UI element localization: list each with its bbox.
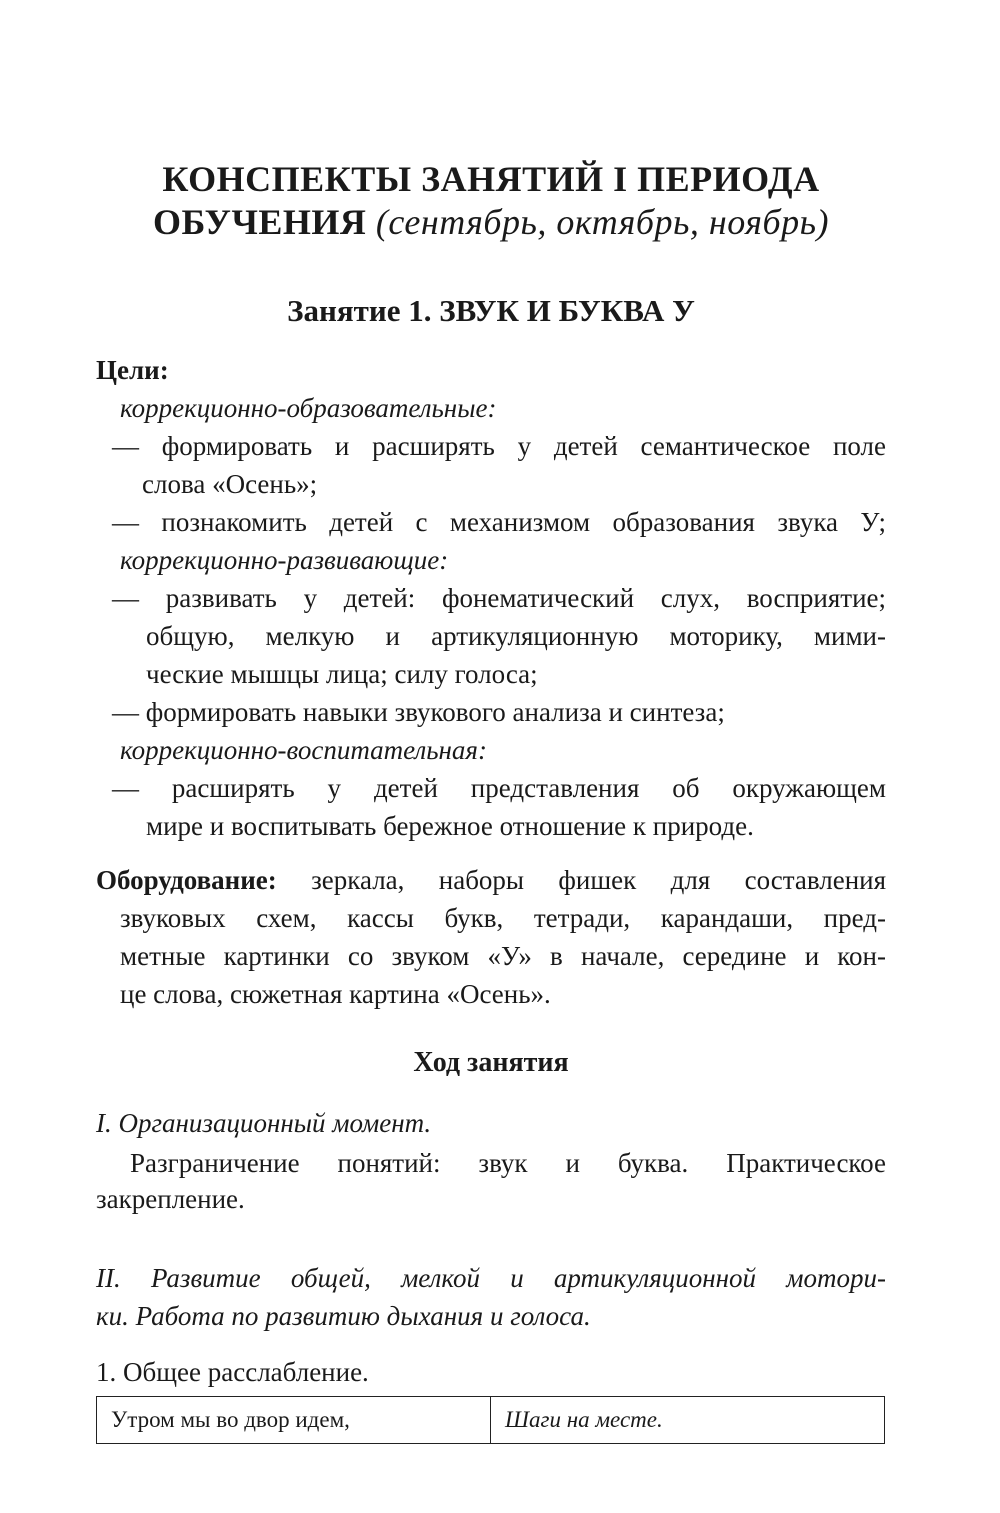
goal-item-continuation: общую, мелкую и артикуляционную моторику, мими- [146, 621, 886, 651]
chapter-title-bold: ОБУЧЕНИЯ [152, 202, 367, 242]
section-2-title-continuation: ки. Работа по развитию дыхания и голоса. [96, 1301, 591, 1331]
rhyme-table [96, 1396, 885, 1444]
exercise-item-1: 1. Общее расслабление. [96, 1357, 369, 1387]
goal-item-continuation: мире и воспитывать бережное отношение к природе. [146, 811, 754, 841]
rhyme-text-cell: Утром мы во двор идем, [97, 1397, 491, 1444]
table-row [97, 1397, 885, 1444]
goals-category-educational: коррекционно-образовательные: [120, 393, 497, 423]
goal-item: — познакомить детей с механизмом образования звука У; [112, 507, 886, 537]
goal-item-continuation: ческие мышцы лица; силу голоса; [146, 659, 538, 689]
equipment-line-3: метные картинки со звуком «У» в начале, середине и кон- [120, 941, 886, 971]
section-1-title: I. Организационный момент. [96, 1108, 432, 1138]
goals-category-upbringing: коррекционно-воспитательная: [120, 735, 487, 765]
section-1-text-continuation: закрепление. [96, 1184, 245, 1214]
equipment-line-2: звуковых схем, кассы букв, тетради, карандаши, пред- [120, 903, 886, 933]
goal-item-continuation: слова «Осень»; [142, 469, 318, 499]
chapter-title-months: (сентябрь, октябрь, ноябрь) [375, 202, 829, 242]
goals-label: Цели: [96, 355, 169, 385]
goals-category-developmental: коррекционно-развивающие: [120, 545, 449, 575]
goal-item: — формировать и расширять у детей семантическое поле [112, 431, 886, 461]
equipment-label: Оборудование: [96, 865, 277, 895]
section-1-text: Разграничение понятий: звук и буква. Практическое [130, 1148, 886, 1178]
lesson-title: Занятие 1. ЗВУК И БУКВА У [287, 293, 695, 328]
chapter-title-line-2 [96, 200, 886, 244]
progress-heading: Ход занятия [413, 1047, 569, 1078]
equipment-line-4: це слова, сюжетная картина «Осень». [120, 979, 551, 1009]
equipment-line-1: Оборудование: зеркала, наборы фишек для составления [96, 865, 887, 895]
goal-item: — формировать навыки звукового анализа и синтеза; [112, 697, 725, 727]
chapter-title-line-1: КОНСПЕКТЫ ЗАНЯТИЙ I ПЕРИОДА [162, 159, 820, 199]
rhyme-action-cell: Шаги на месте. [491, 1397, 885, 1444]
section-2-title: II. Развитие общей, мелкой и артикуляционной мотори- [96, 1263, 886, 1293]
goal-item: — расширять у детей представления об окружающем [112, 773, 886, 803]
goal-item: — развивать у детей: фонематический слух, восприятие; [112, 583, 886, 613]
